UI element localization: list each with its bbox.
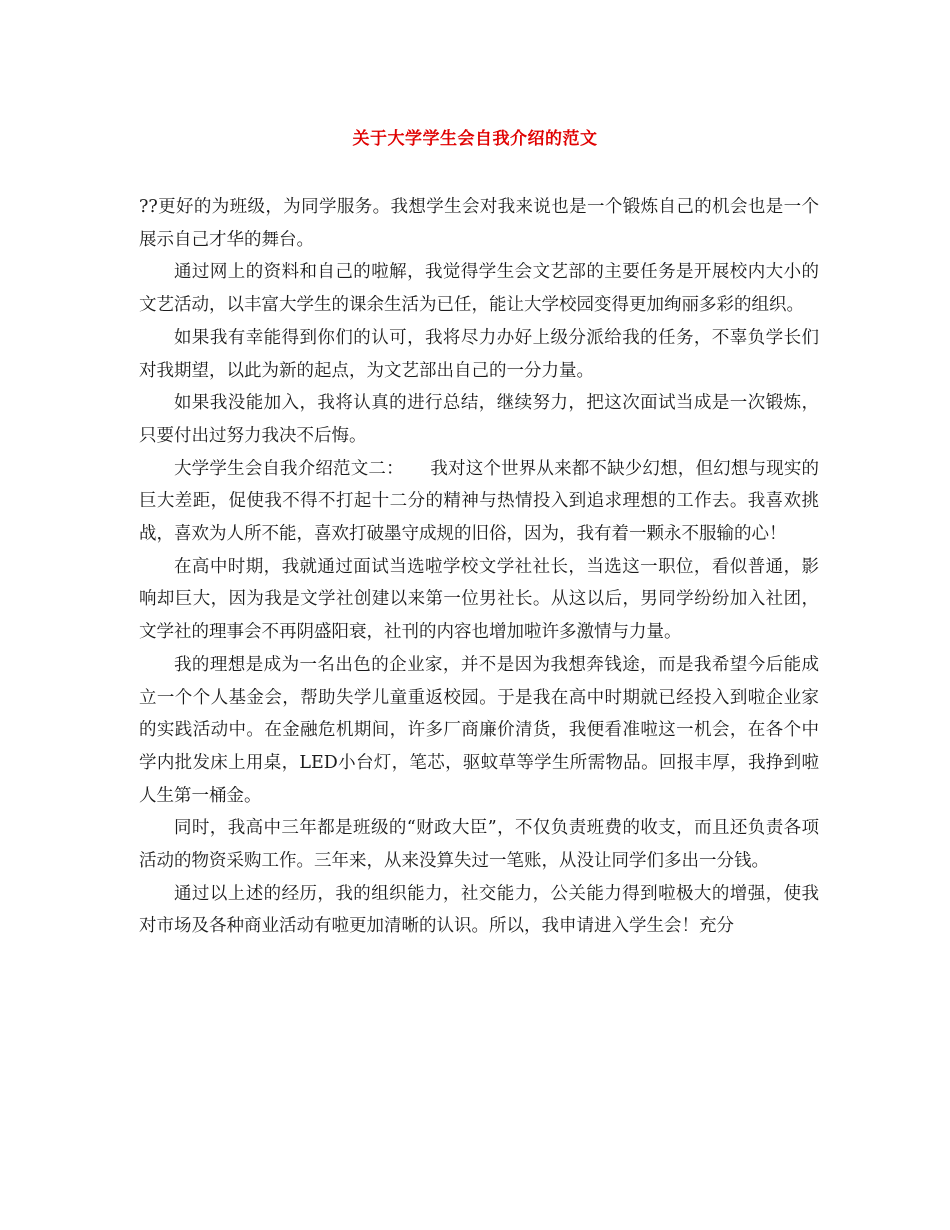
paragraph-2: 通过网上的资料和自己的啦解，我觉得学生会文艺部的主要任务是开展校内大小的文艺活动，以丰富大学生的课余生活为已任，能让大学校园变得更加绚丽多彩的组织。 — [139, 262, 819, 316]
paragraph-1: ??更好的为班级，为同学服务。我想学生会对我来说也是一个锻炼自己的机会也是一个展示自己才华的舞台。 — [139, 197, 819, 250]
document-body — [139, 191, 819, 943]
paragraph-7: 我的理想是成为一名出色的企业家，并不是因为我想奔钱途，而是我希望今后能成立一个个人基金会，帮助失学儿童重返校园。于是我在高中时期就已经投入到啦企业家的实践活动中。在金融危机期间，许多厂商廉价清货，我便看准啦这一机会，在各个中学内批发床上用桌，LED小台灯，笔芯，驱蚊草等学生所需物品。回报丰厚，我挣到啦人生第一桶金。 — [139, 654, 819, 806]
paragraph-9: 通过以上述的经历，我的组织能力，社交能力，公关能力得到啦极大的增强，使我对市场及各种商业活动有啦更加清晰的认识。所以，我申请进入学生会！充分 — [139, 883, 819, 937]
paragraph-3: 如果我有幸能得到你们的认可，我将尽力办好上级分派给我的任务，不辜负学长们对我期望，以此为新的起点，为文艺部出自己的一分力量。 — [139, 327, 819, 381]
document-title: 关于大学学生会自我介绍的范文 — [352, 129, 598, 149]
paragraph-8: 同时，我高中三年都是班级的“财政大臣”，不仅负责班费的收支，而且还负责各项活动的物资采购工作。三年来，从来没算失过一笔账，从没让同学们多出一分钱。 — [139, 818, 819, 872]
paragraph-5: 大学学生会自我介绍范文二： 我对这个世界从来都不缺少幻想，但幻想与现实的巨大差距，促使我不得不打起十二分的精神与热情投入到追求理想的工作去。我喜欢挑战，喜欢为人所不能，喜欢打破墨守成规的旧俗，因为，我有着一颗永不服输的心！ — [139, 458, 819, 545]
paragraph-6: 在高中时期，我就通过面试当选啦学校文学社社长，当选这一职位，看似普通，影响却巨大，因为我是文学社创建以来第一位男社长。从这以后，男同学纷纷加入社团，文学社的理事会不再阴盛阳衰，社刊的内容也增加啦许多激情与力量。 — [139, 556, 819, 643]
paragraph-4: 如果我没能加入，我将认真的进行总结，继续努力，把这次面试当成是一次锻炼，只要付出过努力我决不后悔。 — [139, 393, 819, 446]
